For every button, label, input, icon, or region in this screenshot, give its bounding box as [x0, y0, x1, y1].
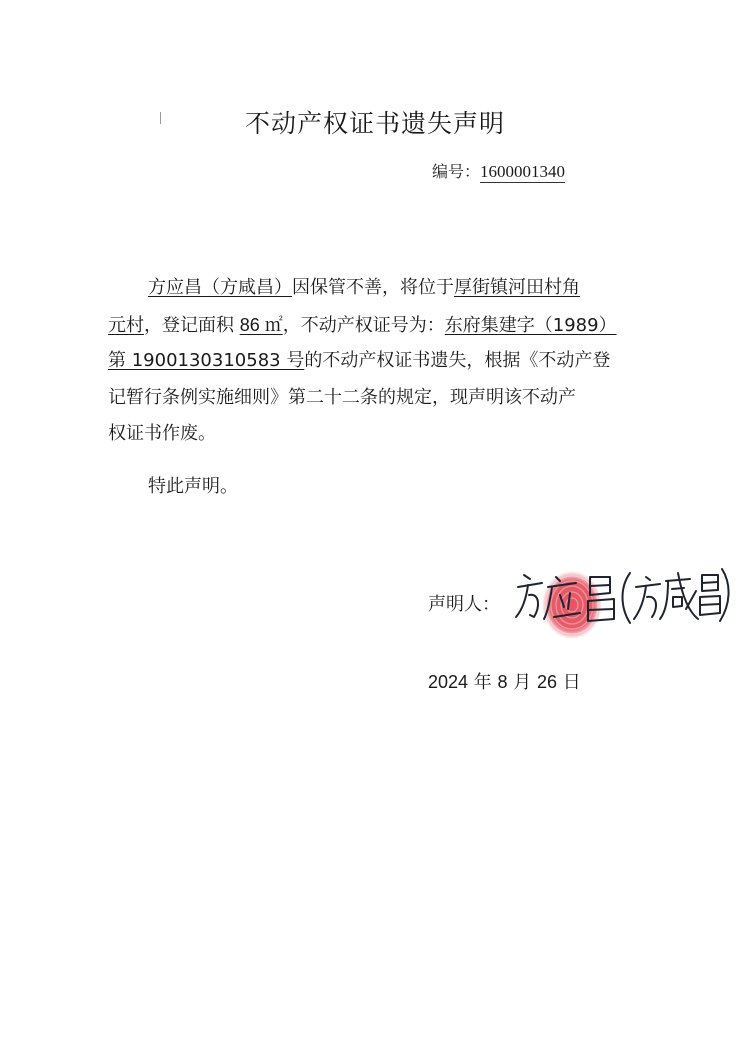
- closing-statement: 特此声明。: [148, 476, 238, 497]
- date-year-unit: 年: [468, 672, 498, 693]
- body-line-5: [108, 416, 668, 453]
- body-text-segment: 记暂行条例实施细则》第二十二条的规定，现声明该不动产: [108, 386, 576, 408]
- body-line-2: [108, 307, 668, 344]
- handwritten-signature: [510, 555, 730, 645]
- document-number: [432, 159, 565, 182]
- body-line-1: [108, 270, 668, 307]
- certificate-number: 东府集建字（1989）: [444, 314, 617, 336]
- registered-area: 86 ㎡: [239, 314, 283, 335]
- body-text-segment: ，登记面积: [144, 314, 240, 336]
- declarant-label: 声明人：: [428, 594, 500, 615]
- body-text-segment: 权证书作废。: [108, 423, 216, 444]
- date-day-unit: 日: [557, 672, 581, 693]
- body-text-segment: ，不动产权证号为：: [282, 314, 445, 336]
- body-text-segment: 因保管不善，将位于: [292, 277, 454, 298]
- owner-name: 方应昌（方咸昌）: [148, 277, 292, 298]
- declaration-date: [428, 668, 581, 694]
- certificate-number-cont: 第 1900130310583 号: [108, 350, 305, 371]
- body-line-4: [108, 380, 668, 417]
- body-line-3: [108, 343, 668, 380]
- date-year: 2024: [428, 672, 469, 692]
- date-month: 8: [497, 672, 508, 692]
- date-day: 26: [536, 672, 557, 692]
- document-number-value: 1600001340: [480, 162, 566, 181]
- fingerprint-icon: [542, 571, 602, 639]
- declaration-body: [108, 270, 668, 453]
- property-location: 厚街镇河田村角: [454, 277, 580, 298]
- property-location-cont: 元村: [108, 314, 144, 336]
- date-month-unit: 月: [507, 672, 537, 693]
- document-number-label: 编号：: [432, 162, 481, 181]
- page-title: 不动产权证书遗失声明: [244, 109, 505, 138]
- body-text-segment: 的不动产权证书遗失，根据《不动产登: [304, 350, 611, 371]
